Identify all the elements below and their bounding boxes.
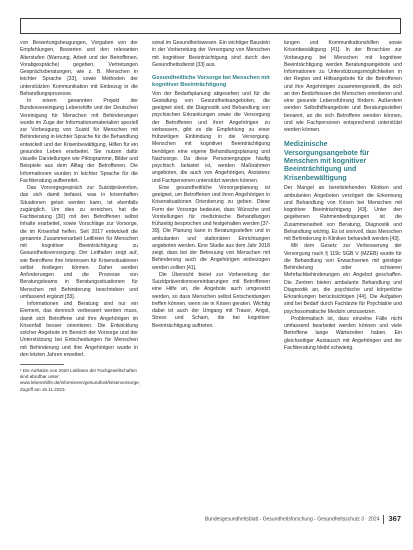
footnote-divider — [20, 364, 64, 365]
page-footer — [152, 514, 401, 524]
paragraph: sonal im Gesundheitswesen. Ein wichtiger Baustein in der Vorbereitung der Versorgung von Menschen mit kognitiver Beeinträchtigung sind durch den Gesundheitsdienst [33] aus. — [152, 40, 270, 68]
paragraph: Mit dem Gesetz zur Verbesserung der Versorgung nach § 119c SGB V (MZEB) wurde für die Behandlung von Erwachsenen mit geistiger Behinderung oder schweren Mehrfachbehinderungen ein Angebot geschaffen. Die Zentren bieten ambulante Behandlung und Diagnostik an, die psychische und körperliche Erkrankungen berücksichtigen [44]. Die Aufgaben sind bei Bedarf durch Fachärzte für Psychiatrie und psychosomatische Medizin umzusetzen. — [284, 243, 402, 315]
column-right — [284, 40, 402, 352]
paragraph: Von der Bedarfsplanung abgesehen und für die Gestaltung von Gesundheitsangeboten, die geeignet sind, die Diagnostik und Behandlung von psychischen Erkrankungen sowie die Versorgung der Betroffenen und ihrer Angehörigen zu verbessern, gibt es die Empfehlung zu einer frühzeitigen Einbindung in die Versorgung. Menschen mit kognitiver Beeinträchtigung benötigen eine eigene Behandlungsplanung und Nachsorge. Da diese Personengruppe häufig psychisch belastet ist, werden Maßnahmen angeboten, die auch von Angehörigen, Assistenz und Fachpersonen unterstützt werden können. — [152, 90, 270, 184]
paragraph: Der Mangel an bereitstehenden Kliniken und ambulanten Angeboten verzögert die Erkennung und Behandlung von Krisen bei Menschen mit kognitiver Beeinträchtigung [43]. Unter den gegebenen Rahmenbedingungen ist die Zusammenarbeit von Beratung, Diagnostik und Behandlung wichtig. Es ist sinnvoll, dass Menschen mit Behinderung in Kliniken behandelt werden [43]. — [284, 185, 402, 243]
paragraph: Problematisch ist, dass einzelne Fälle nicht umfassend bearbeitet werden können und viele Betroffene lange Wartezeiten haben. Ein gleichzeitiger Austausch mit Angehörigen und der Fachberatung bleibt schwierig. — [284, 315, 402, 351]
paragraph: Eine gesundheitliche Vorsorgeplanung ist geeignet, um Betroffenen und ihren Angehörigen in Krisensituationen Orientierung zu geben. Diese Form der Vorsorge bedeutet, dass Wünsche und Vorstellungen für medizinische Behandlungen frühzeitig besprochen und festgehalten werden [37-39]. Die Planung kann in Beratungsstellen und in ambulanten und stationären Einrichtungen angeboten werden. Eine Studie aus dem Jahr 2018 zeigt, dass bei der Betreuung von Menschen mit Behinderung auch die Angehörigen einbezogen werden sollten [41]. — [152, 184, 270, 271]
page-number: 367 — [388, 514, 401, 523]
journal-citation: Bundesgesundheitsblatt - Gesundheitsforschung - Gesundheitsschutz 3 · 2024 — [204, 516, 380, 523]
column-middle — [152, 40, 270, 330]
paragraph: Das Vorsorgegespräch zur Suizidprävention, das sich damit befasst, was in krisenhaften Situationen getan werden kann, ist ebenfalls zugänglich. Um dies zu erreichen, hat die Fachberatung [30] mit den Betroffenen selbst Inhalte erarbeitet, sowie Vorschläge zur Vorsorge, die im Krisenfall helfen. Seit 2017 entwickelt die genannte Zusammenarbeit Leitlinien für Menschen mit kognitiver Beeinträchtigung zu Gesundheitsversorgung. Der Leitfaden zeigt auf, wie Betroffene ihre Interessen für Krisensituationen selbst festlegen können. Daher werden Anforderungen und die Prozesse von Beratungsteams in Beratungssituationen für Menschen mit Behinderung beschrieben und umfassend ergänzt [33]. — [20, 185, 138, 300]
column-left — [20, 40, 141, 393]
journal-header-box — [20, 18, 401, 34]
section-heading: Medizinische Versorgungsangebote für Menschen mit kognitiver Beeinträchtigung und Krisenbewältigung — [284, 141, 370, 182]
footnote: ¹ Die Aufsätze von 2020 Leitlinien der Fachgesellschaften sind abrufbar unter: www.lebenshilfe.de/informieren/gesundheit/krisenvorsorge, Zugriff am 15.11.2023. — [20, 368, 141, 392]
paragraph: In einem genannten Projekt der Bundesvereinigung Lebenshilfe und der Deutschen Vereinigung für Menschen mit Behinderungen wurde im Zuge der Informationsmaterialien speziell zur Vorbeugung von Suizid für Menschen mit Behinderung in leichter Sprache für die Behandlung entwickelt und der Krisenbewältigung, Hilfen für ein gesundes Leben erarbeitet. Sie nutzen dafür visuelle Darstellungen wie Piktogramme, Bilder und Beispiele aus dem Alltag der Betroffenen. Die Informationen wurden in leichter Sprache für die Fachberatung aufbereitet. — [20, 98, 138, 184]
section-heading: Gesundheitliche Vorsorge bei Menschen mit kognitiver Beeinträchtigung — [152, 75, 270, 88]
footer-separator — [383, 515, 384, 524]
paragraph: von Bewertungsbeugungen, Vorgaben von der Empfehlungen, Bewerten und den relevanten Alterstufen (Warnung, Arbeit und der Betroffenen, Vorabgespräche) gegeben, Vertretungen Gesprächsberatungen, wie z. B. Menschen in leichter Sprache [33], sowie Methoden der unterstützten Kommunikation mit Einbezug in die Behandlungsprozesse. — [20, 40, 138, 97]
paragraph: tungen und Kommunikationshilfen sowie Krisenbewältigung [41]. In der Broschüre zur Vorbeugung bei Menschen mit kognitiver Beeinträchtigung werden Beratungsangebote und Informationen zu Unterstützungsmöglichkeiten in der Region und Hilfsangebote für die Betroffenen und ihre Angehörigen zusammengestellt, die sich an den Bedürfnissen der Menschen orientieren und eine gesunde Lebensführung fördern. Außerdem werden Selbsthilfeangebote und Beratungsstellen benannt, an die sich Betroffene wenden können, und wie Fachpersonen entsprechend unterstützt werden können. — [284, 40, 402, 133]
paragraph: Die Übersicht bietet zur Vorbereitung der Suizidpräventionsvereinbarungen mit Betroffenen eine Hilfe an, die Angebote auch umgesetzt werden, so dass Menschen selbst Entscheidungen treffen können, wenn sie in Krisen geraten. Wichtig dabei ist auch der Umgang mit Trauer, Angst, Stress und Scham, die bei kognitiver Beeinträchtigung auftreten. — [152, 271, 270, 329]
paragraph: Informationen und Beratung sind nur ein Element, das dennoch verbessert werden muss, damit sich Betroffene und ihre Angehörigen im Krisenfall besser orientieren. Die Entwicklung solcher Angebote im Bereich der Vorsorge und der Unterstützung bei Entscheidungen für Menschen mit Behinderung und ihre Angehörigen wurde in den letzten Jahren erweitert. — [20, 301, 138, 358]
